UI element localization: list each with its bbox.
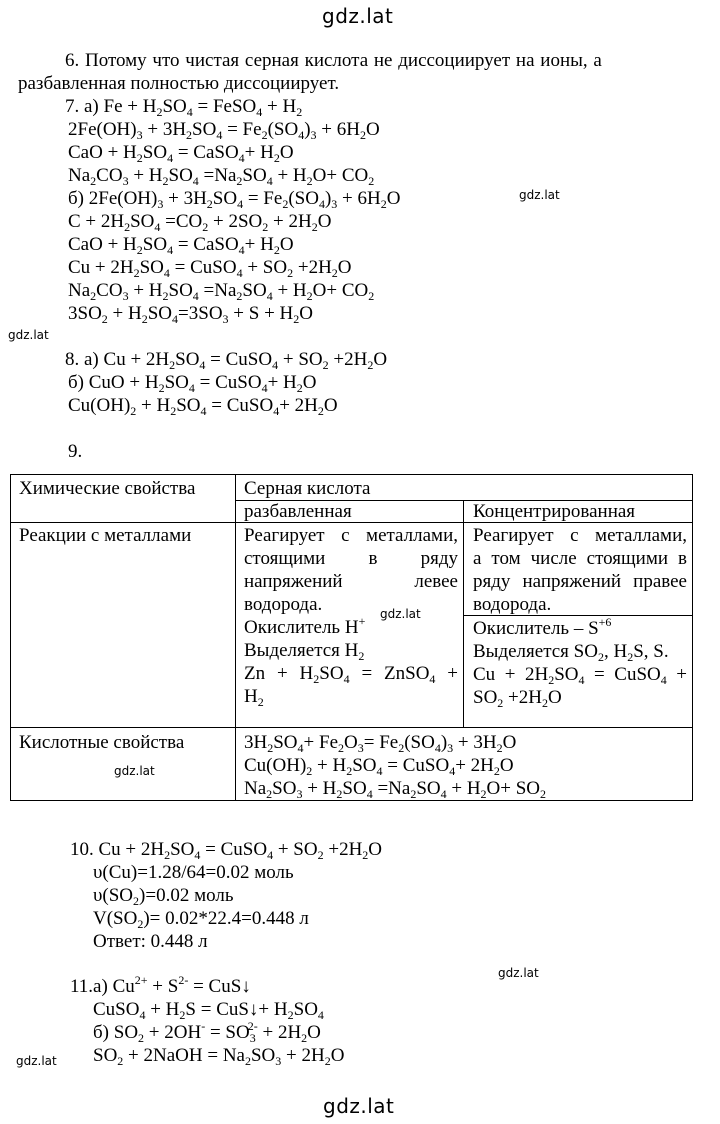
concentrated-cu-eq-1: $Cu + 2H_2SO_4$ = CuSO$_4$ +: [473, 664, 688, 687]
q6-line-1: 6. Потому что чистая серная кислота не диссоциирует на ионы, а: [65, 50, 602, 71]
diluted-zn-eq-1: $Zn + H_2SO_4$ = ZnSO$_4$ +: [244, 663, 459, 686]
diluted-zn-eq-2: $H_2$: [244, 686, 264, 709]
concentrated-cu-eq-2: $SO_2 +2H_2O$: [473, 687, 562, 710]
acid-eq-3: $Na_2SO_3 + H_2SO_4 =Na_2SO_4 + H_2O+ SO_2$: [244, 778, 547, 801]
q8-a-label: 8. а): [65, 349, 104, 370]
watermark-bottom: gdz.lat: [323, 1094, 395, 1118]
q10-volume: $V(SO_2)= 0.02*22.4=0.448$ л: [93, 908, 309, 931]
q10-nu-cu: υ(Cu)=1.28/64=0.02 моль: [93, 862, 294, 883]
q10-volume-pre: V(SO: [93, 908, 138, 929]
concentrated-metals-line-1: Реагирует с металлами,: [473, 525, 687, 546]
watermark-top: gdz.lat: [322, 4, 394, 28]
q7-eq-8: $Cu + 2H_2SO_4$ = CuSO$_4$ + $SO_2 +2H_2O$: [68, 257, 352, 280]
acid-eq-1: $3H_2SO_4+ Fe_2O_3= Fe_2(SO_4)_3 + 3H_2O$: [244, 732, 517, 755]
watermark-right-2: gdz.lat: [498, 966, 539, 980]
diluted-metals-line-1: Реагирует с металлами,: [244, 525, 458, 546]
diluted-metals-line-3: напряжений левее: [244, 571, 458, 592]
diluted-oxidizer-text: Окислитель H: [244, 617, 359, 638]
row-label-acid: Кислотные свойства: [19, 732, 185, 753]
table-vline-2: [463, 500, 464, 727]
diluted-released: Выделяется $H_2$: [244, 640, 365, 663]
q7-eq-4: $Na_2CO_3 + H_2SO_4 =Na_2SO_4 + H_2O+ CO_2$: [68, 165, 375, 188]
diluted-released-text: Выделяется H: [244, 640, 359, 661]
diluted-metals-line-2: стоящими в ряду: [244, 548, 458, 569]
acid-eq-2: $Cu(OH)_2 + H_2SO_4$ = CuSO$_4$+ $2H_2O$: [244, 755, 514, 778]
q8-eq-3: $Cu(OH)_2 + H_2SO_4$ = CuSO$_4$+ $2H_2O$: [68, 395, 338, 418]
table-hline-4: [11, 727, 692, 728]
header-concentrated: Концентрированная: [473, 501, 636, 522]
q7-b-label: б): [68, 188, 89, 209]
q10-answer: Ответ: 0.448 л: [93, 931, 208, 952]
q10-eq: 10. $Cu + 2H_2SO_4$ = CuSO$_4$ + $SO_2 +2H_2O$: [70, 839, 383, 862]
acid-properties-equations: [244, 731, 684, 800]
header-diluted: разбавленная: [244, 501, 352, 522]
q10-label: 10.: [70, 839, 99, 860]
concentrated-metals-text: [473, 524, 687, 616]
watermark-table-2: gdz.lat: [114, 764, 155, 778]
q11-eq-4: $SO_2$ + 2NaOH = $Na_2SO_3 + 2H_2O$: [93, 1045, 345, 1068]
concentrated-metals-line-2: а том числе стоящими в: [473, 548, 687, 569]
row-label-metals: Реакции с металлами: [19, 525, 192, 546]
watermark-right-1: gdz.lat: [519, 188, 560, 202]
watermark-left-1: gdz.lat: [8, 328, 49, 342]
q7-eq-1: 7. а) $Fe + H_2SO_4$ = FeSO$_4$ + $H_2$: [65, 96, 303, 119]
q8-eq-1: 8. а) $Cu + 2H_2SO_4$ = CuSO$_4$ + $SO_2 +2H_2O$: [65, 349, 388, 372]
q7-eq-3: CaO + $H_2SO_4$ = CaSO$_4$+ $H_2O$: [68, 142, 294, 165]
q7-eq-2: $2Fe(OH)_3 + 3H_2SO_4 = Fe_2(SO_4)_3 + 6H_2O$: [68, 119, 380, 142]
concentrated-oxidizer-block: [473, 617, 687, 709]
q7-eq-7: CaO + $H_2SO_4$ = CaSO$_4$+ $H_2O$: [68, 234, 294, 257]
concentrated-oxidizer-charge: +6: [598, 615, 612, 629]
q11-eq-1: 11.а) $Cu^{2+} + S^{2-}$ = CuS↓: [70, 973, 251, 997]
q11-eq-2: CuSO$_4$ + $H_2S$ = CuS↓+ $H_2SO_4$: [93, 999, 324, 1022]
q11-eq-3: б) $SO_2 + 2OH^- = SO_3^{2-} + 2H_2O$: [93, 1019, 321, 1045]
diluted-metals-line-4: водорода.: [244, 594, 323, 615]
q7-eq-9: $Na_2CO_3 + H_2SO_4 =Na_2SO_4 + H_2O+ CO_2$: [68, 280, 375, 303]
header-chem-properties: Химические свойства: [19, 478, 196, 499]
q9-label: 9.: [68, 441, 83, 462]
q7-eq-6: $C + 2H_2SO_4 =CO_2 + 2SO_2 + 2H_2O$: [68, 211, 332, 234]
watermark-left-2: gdz.lat: [16, 1054, 57, 1068]
concentrated-metals-line-4: водорода.: [473, 594, 552, 615]
q10-nu-so2-pre: υ(SO: [93, 885, 134, 906]
q10-volume-post: )= 0.02*22.4=0.448 л: [143, 908, 309, 929]
q10-nu-so2-post: )=0.02 моль: [139, 885, 234, 906]
q6-line-2: разбавленная полностью диссоциирует.: [18, 73, 340, 94]
q8-eq-2: б) CuO + $H_2SO_4$ = CuSO$_4$+ $H_2O$: [68, 372, 317, 395]
diluted-oxidizer: [244, 616, 458, 639]
concentrated-oxidizer: [473, 617, 687, 640]
concentrated-metals-line-3: ряду напряжений правее: [473, 571, 687, 592]
q7-eq-5: б) $2Fe(OH)_3 + 3H_2SO_4 = Fe_2(SO_4)_3 + 6H_2O$: [68, 188, 401, 211]
q7-a-label: 7. а): [65, 96, 104, 117]
properties-table: [10, 474, 693, 801]
q10-nu-so2: $\upsilon(SO_2)=0.02$ моль: [93, 885, 234, 908]
q11-a-label: 11.а): [70, 976, 113, 997]
concentrated-released: Выделяется $SO_2$, $H_2S$, S.: [473, 641, 669, 664]
diluted-oxidizer-charge: +: [358, 614, 366, 628]
table-vline-1: [235, 475, 236, 800]
q11-b-label: б): [93, 1022, 114, 1043]
header-sulfuric-acid: Серная кислота: [244, 478, 371, 499]
q8-b-label: б): [68, 372, 89, 393]
diluted-metals-text: [244, 524, 458, 708]
q7-eq-10: $3SO_2 + H_2SO_4=3SO_3 + S + H_2O$: [68, 303, 313, 326]
concentrated-released-text: Выделяется SO: [473, 641, 598, 662]
watermark-table-1: gdz.lat: [380, 607, 421, 621]
concentrated-oxidizer-text: Окислитель – S: [473, 618, 599, 639]
